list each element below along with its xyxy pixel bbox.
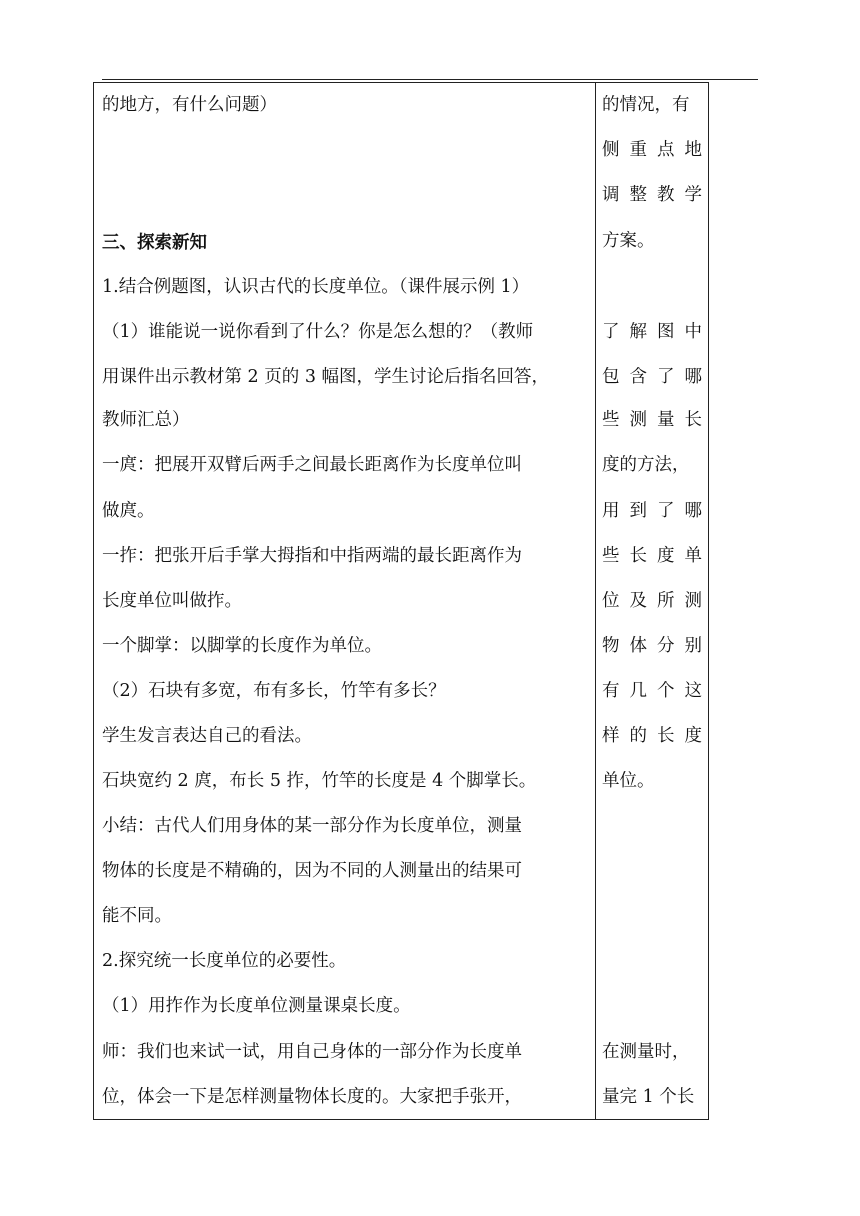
- side-note-line: 位及所测: [602, 591, 702, 611]
- main-text-line: 位，体会一下是怎样测量物体长度的。大家把手张开，: [102, 1087, 522, 1107]
- main-text-line: 石块宽约 2 庹，布长 5 拃，竹竿的长度是 4 个脚掌长。: [102, 771, 537, 791]
- side-note-line: 些长度单: [602, 546, 702, 566]
- main-text-line: 1.结合例题图，认识古代的长度单位。（课件展示例 1）: [102, 277, 530, 297]
- main-text-line: 2.探究统一长度单位的必要性。: [102, 951, 347, 971]
- main-text-line: 三、探索新知: [102, 233, 207, 253]
- side-note-line: 些测量长: [602, 410, 702, 430]
- main-text-line: 的地方，有什么问题）: [102, 95, 277, 115]
- main-text-line: 教师汇总）: [102, 410, 190, 430]
- side-note-line: 在测量时，: [602, 1042, 690, 1062]
- side-note-line: 量完 1 个长: [602, 1087, 695, 1107]
- side-note-line: 的情况，有: [602, 95, 690, 115]
- side-note-line: 有几个这: [602, 681, 702, 701]
- main-text-line: 能不同。: [102, 906, 172, 926]
- side-note-line: 包含了哪: [602, 367, 702, 387]
- side-note-line: 方案。: [602, 231, 655, 251]
- main-text-line: 学生发言表达自己的看法。: [102, 726, 312, 746]
- side-note-line: 物体分别: [602, 636, 702, 656]
- main-text-line: 做庹。: [102, 501, 155, 521]
- main-text-line: 用课件出示教材第 2 页的 3 幅图，学生讨论后指名回答，: [102, 367, 550, 387]
- main-text-line: 长度单位叫做拃。: [102, 591, 242, 611]
- side-note-line: 了解图中: [602, 322, 702, 342]
- main-text-line: 一个脚掌：以脚掌的长度作为单位。: [102, 636, 382, 656]
- column-divider: [595, 83, 596, 1119]
- side-note-line: 用到了哪: [602, 501, 702, 521]
- main-text-line: 师：我们也来试一试，用自己身体的一部分作为长度单: [102, 1042, 522, 1062]
- main-text-line: 小结：古代人们用身体的某一部分作为长度单位，测量: [102, 816, 522, 836]
- main-text-line: 物体的长度是不精确的，因为不同的人测量出的结果可: [102, 861, 522, 881]
- main-text-line: 一拃：把张开后手掌大拇指和中指两端的最长距离作为: [102, 546, 522, 566]
- main-text-line: （2）石块有多宽，布有多长，竹竿有多长？: [102, 681, 446, 701]
- side-note-line: 样的长度: [602, 726, 702, 746]
- main-text-line: （1）谁能说一说你看到了什么？你是怎么想的？（教师: [102, 322, 534, 342]
- main-text-line: 一庹：把展开双臂后两手之间最长距离作为长度单位叫: [102, 455, 522, 475]
- main-text-line: （1）用拃作为长度单位测量课桌长度。: [102, 996, 411, 1016]
- side-note-line: 度的方法，: [602, 455, 690, 475]
- side-note-line: 调整教学: [602, 185, 702, 205]
- side-note-line: 单位。: [602, 771, 655, 791]
- side-note-line: 侧重点地: [602, 140, 702, 160]
- lesson-table: [93, 82, 709, 1120]
- header-rule: [102, 79, 758, 80]
